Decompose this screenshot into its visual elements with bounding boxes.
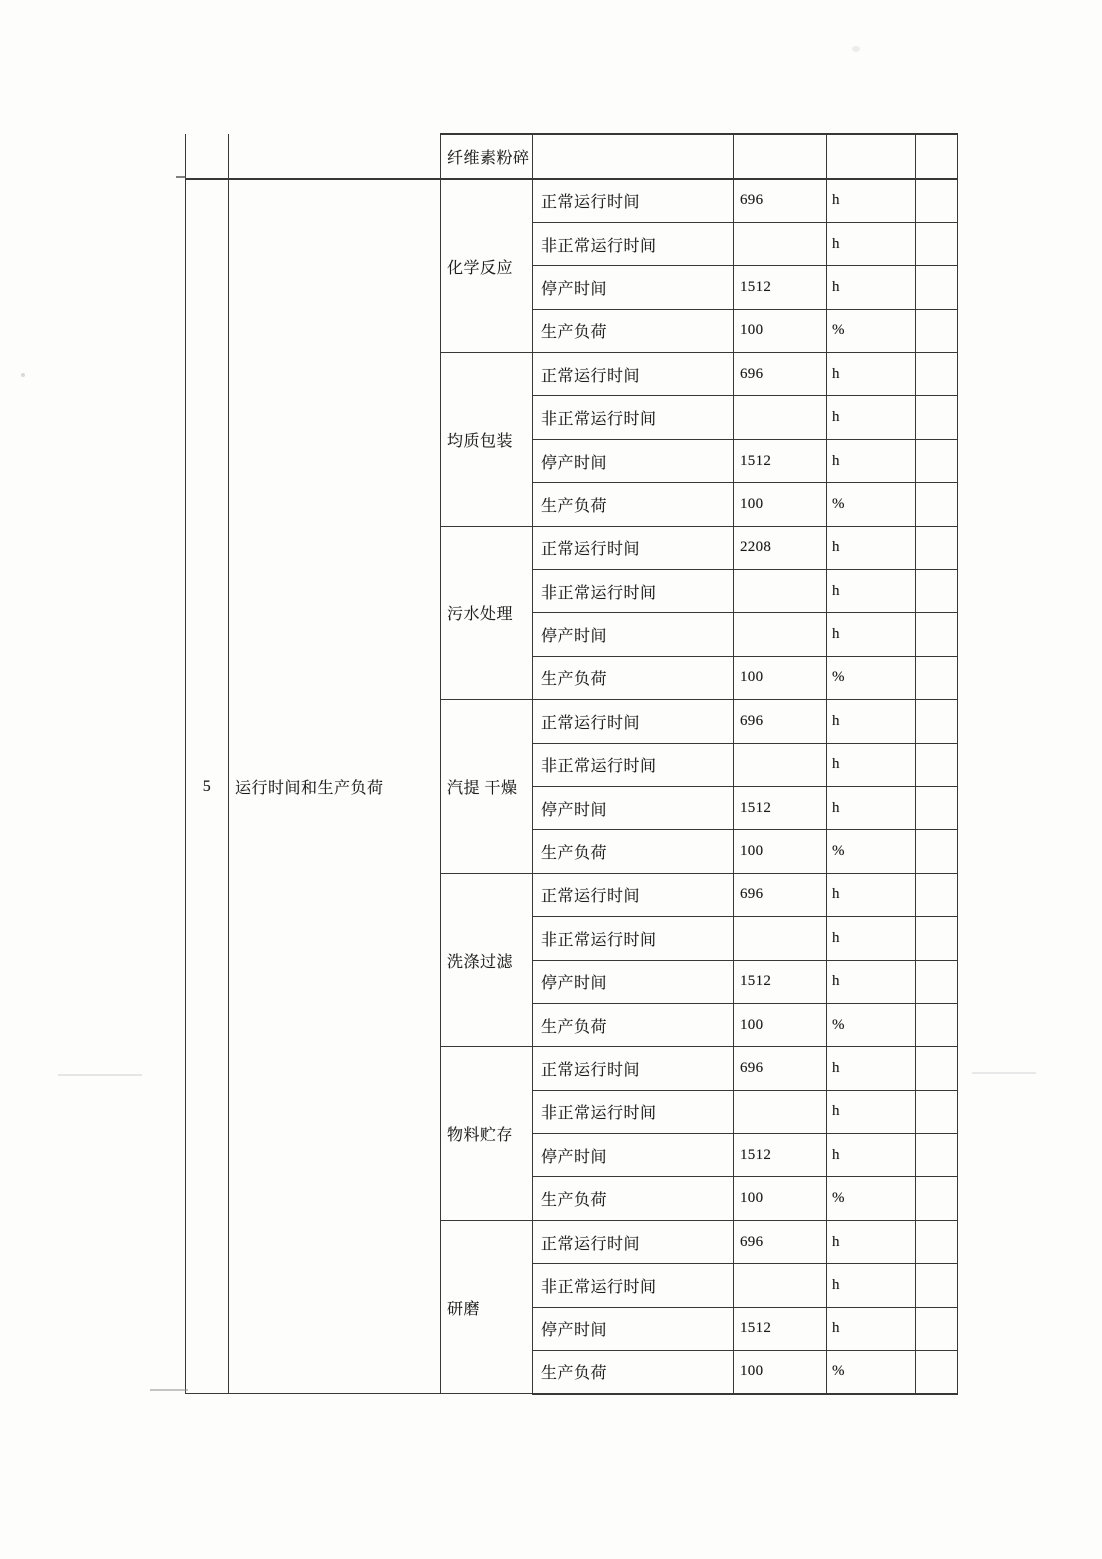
value-cell [734,1264,827,1307]
param-cell: 正常运行时间 [533,526,734,569]
unit-cell: % [827,830,916,873]
param-cell: 停产时间 [533,266,734,309]
param-cell: 正常运行时间 [533,353,734,396]
note-cell [916,1220,958,1263]
value-cell: 696 [734,1220,827,1263]
param-cell: 正常运行时间 [533,700,734,743]
unit-cell [827,134,916,179]
value-cell: 696 [734,353,827,396]
unit-cell: h [827,917,916,960]
value-cell: 100 [734,830,827,873]
param-cell: 生产负荷 [533,1351,734,1394]
table-row-partial [186,134,958,179]
param-cell: 非正常运行时间 [533,396,734,439]
param-cell: 正常运行时间 [533,179,734,222]
process-cell: 纤维素粉碎 [441,134,533,179]
unit-cell: h [827,1134,916,1177]
table-body [186,134,958,1394]
value-cell: 100 [734,483,827,526]
unit-cell: h [827,960,916,1003]
note-cell [916,656,958,699]
scan-smudge [972,1072,1036,1074]
unit-cell: h [827,1047,916,1090]
value-cell [734,613,827,656]
note-cell [916,873,958,916]
section-label-cell [229,134,441,179]
note-cell [916,830,958,873]
unit-cell: % [827,1003,916,1046]
scan-speck [852,46,860,52]
scan-smudge [150,1389,188,1391]
note-cell [916,526,958,569]
unit-cell: h [827,1307,916,1350]
process-cell: 均质包装 [441,353,533,527]
note-cell [916,700,958,743]
unit-cell: h [827,613,916,656]
unit-cell: h [827,570,916,613]
param-cell: 非正常运行时间 [533,570,734,613]
note-cell [916,134,958,179]
process-cell: 物料贮存 [441,1047,533,1221]
unit-cell: h [827,743,916,786]
param-cell: 生产负荷 [533,1177,734,1220]
param-cell: 停产时间 [533,613,734,656]
process-cell: 洗涤过滤 [441,873,533,1047]
note-cell [916,1264,958,1307]
value-cell [734,570,827,613]
unit-cell: h [827,700,916,743]
section-label-cell: 运行时间和生产负荷 [229,179,441,1394]
unit-cell: % [827,1351,916,1394]
unit-cell: % [827,656,916,699]
param-cell: 非正常运行时间 [533,222,734,265]
unit-cell: h [827,1264,916,1307]
unit-cell: h [827,786,916,829]
param-cell: 生产负荷 [533,830,734,873]
unit-cell: % [827,309,916,352]
param-cell: 生产负荷 [533,309,734,352]
param-cell: 正常运行时间 [533,1220,734,1263]
value-cell: 1512 [734,960,827,1003]
note-cell [916,570,958,613]
note-cell [916,1134,958,1177]
value-cell: 1512 [734,1134,827,1177]
param-cell: 停产时间 [533,960,734,1003]
param-cell: 正常运行时间 [533,873,734,916]
note-cell [916,1003,958,1046]
value-cell: 696 [734,700,827,743]
value-cell [734,743,827,786]
param-cell: 生产负荷 [533,483,734,526]
table-row [186,179,958,222]
unit-cell: h [827,353,916,396]
unit-cell: % [827,483,916,526]
note-cell [916,266,958,309]
unit-cell: h [827,179,916,222]
note-cell [916,1177,958,1220]
note-cell [916,917,958,960]
param-cell: 生产负荷 [533,656,734,699]
process-cell: 污水处理 [441,526,533,700]
value-cell: 100 [734,656,827,699]
unit-cell: h [827,1220,916,1263]
param-cell: 停产时间 [533,439,734,482]
note-cell [916,483,958,526]
note-cell [916,396,958,439]
note-cell [916,309,958,352]
process-cell: 汽提 干燥 [441,700,533,874]
scan-smudge [58,1074,142,1076]
scan-speck [21,373,25,377]
note-cell [916,1307,958,1350]
unit-cell: h [827,266,916,309]
value-cell [734,917,827,960]
value-cell: 100 [734,1351,827,1394]
note-cell [916,179,958,222]
value-cell [734,134,827,179]
value-cell: 1512 [734,266,827,309]
note-cell [916,1351,958,1394]
param-cell: 非正常运行时间 [533,1090,734,1133]
unit-cell: h [827,396,916,439]
param-cell: 非正常运行时间 [533,1264,734,1307]
unit-cell: h [827,526,916,569]
note-cell [916,353,958,396]
unit-cell: % [827,1177,916,1220]
note-cell [916,960,958,1003]
row-number-cell: 5 [186,179,229,1394]
note-cell [916,1047,958,1090]
note-cell [916,222,958,265]
note-cell [916,743,958,786]
unit-cell: h [827,873,916,916]
value-cell: 1512 [734,786,827,829]
value-cell [734,1090,827,1133]
param-cell: 非正常运行时间 [533,917,734,960]
param-cell: 生产负荷 [533,1003,734,1046]
process-cell: 化学反应 [441,179,533,353]
value-cell: 100 [734,1003,827,1046]
value-cell: 696 [734,873,827,916]
value-cell: 1512 [734,439,827,482]
param-cell: 停产时间 [533,1134,734,1177]
operation-time-and-load-table [185,133,958,1395]
unit-cell: h [827,222,916,265]
value-cell: 100 [734,309,827,352]
unit-cell: h [827,1090,916,1133]
note-cell [916,1090,958,1133]
param-cell: 停产时间 [533,1307,734,1350]
value-cell: 100 [734,1177,827,1220]
note-cell [916,613,958,656]
note-cell [916,439,958,482]
value-cell: 1512 [734,1307,827,1350]
param-cell: 停产时间 [533,786,734,829]
param-cell: 正常运行时间 [533,1047,734,1090]
value-cell: 696 [734,1047,827,1090]
value-cell: 696 [734,179,827,222]
row-number-cell [186,134,229,179]
param-cell [533,134,734,179]
value-cell [734,222,827,265]
process-cell: 研磨 [441,1220,533,1394]
value-cell: 2208 [734,526,827,569]
unit-cell: h [827,439,916,482]
value-cell [734,396,827,439]
note-cell [916,786,958,829]
param-cell: 非正常运行时间 [533,743,734,786]
